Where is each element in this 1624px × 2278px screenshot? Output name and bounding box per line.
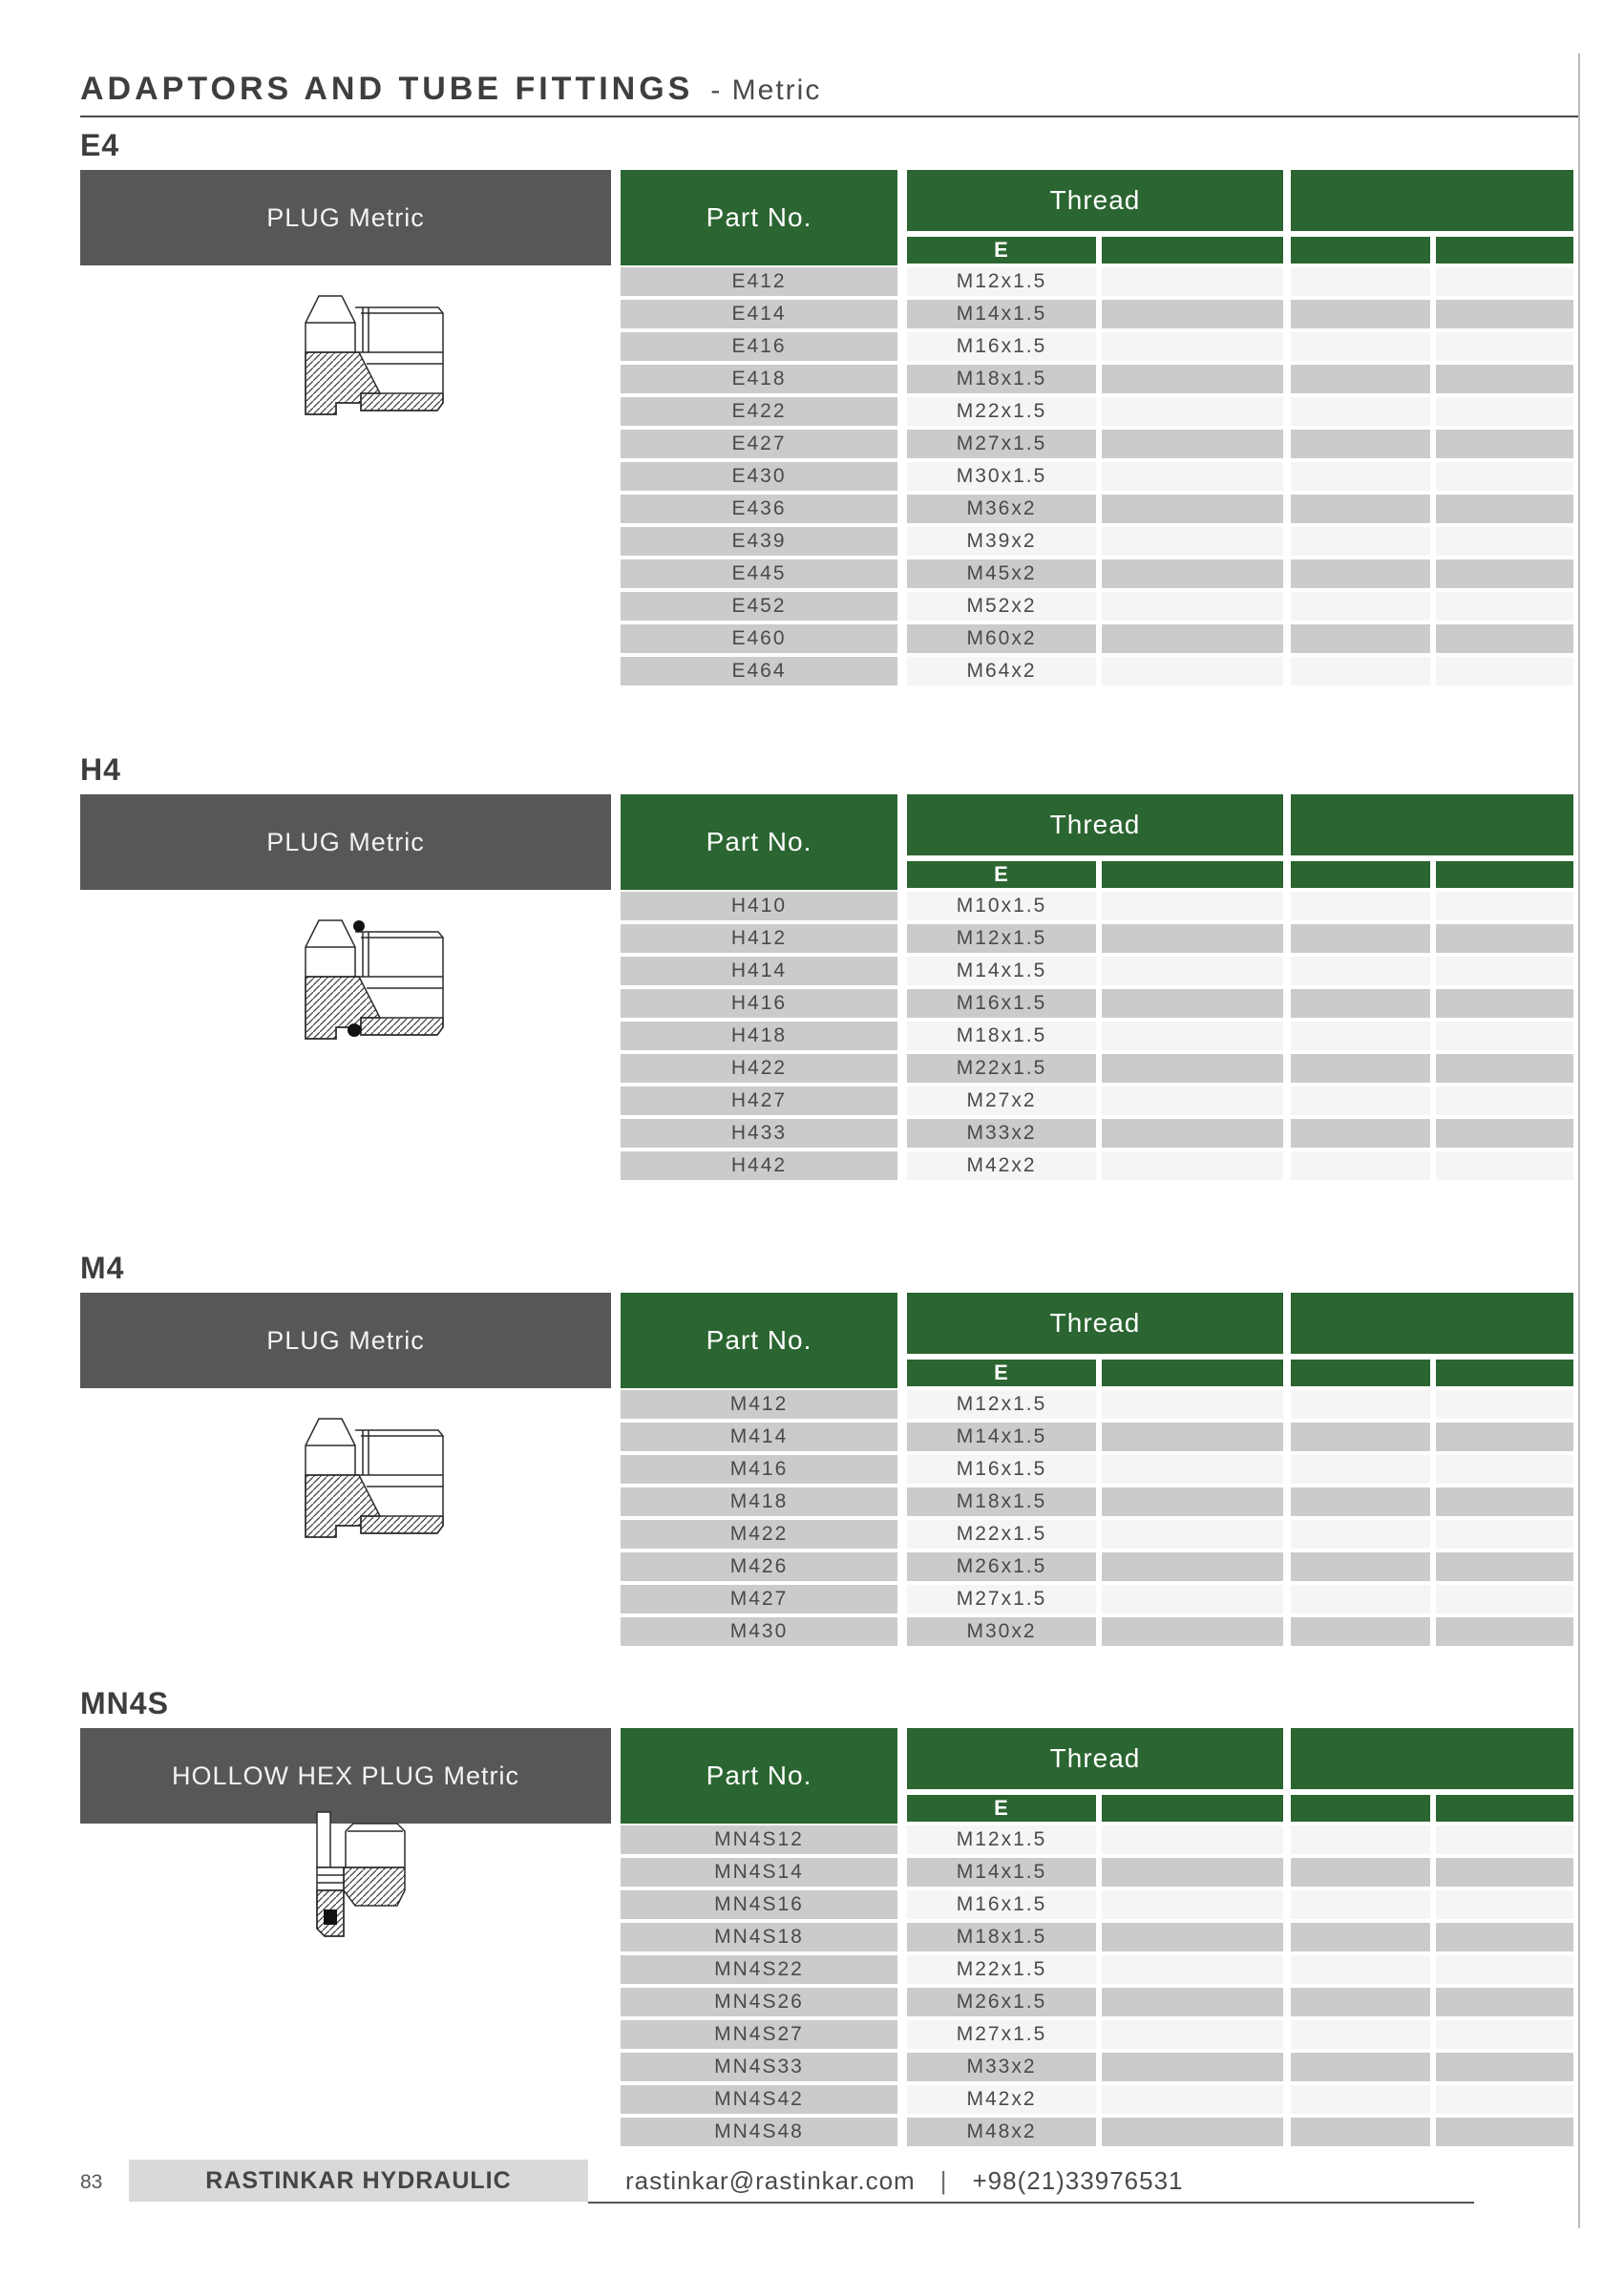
empty-cell — [1291, 1390, 1430, 1419]
part-no-cell: H418 — [621, 1022, 897, 1050]
subheader-blank — [1436, 861, 1573, 888]
thread-e-cell: M12x1.5 — [907, 267, 1096, 296]
part-no-header: Part No. — [621, 1293, 897, 1388]
empty-cell — [1291, 300, 1430, 328]
thread-e-cell: M30x2 — [907, 1617, 1096, 1646]
empty-cell — [1291, 624, 1430, 653]
thread-e-cell: M26x1.5 — [907, 1552, 1096, 1581]
empty-cell — [1102, 1455, 1283, 1484]
part-no-cell: E427 — [621, 430, 897, 458]
empty-cell — [1436, 1119, 1573, 1148]
empty-cell — [1436, 1955, 1573, 1984]
thread-e-cell: M14x1.5 — [907, 1858, 1096, 1887]
thread-e-subheader: E — [907, 1360, 1096, 1386]
empty-cell — [1102, 365, 1283, 393]
empty-cell — [1436, 924, 1573, 953]
thread-e-cell: M36x2 — [907, 495, 1096, 523]
part-no-cell: M414 — [621, 1423, 897, 1451]
thread-e-cell: M33x2 — [907, 1119, 1096, 1148]
empty-cell — [1291, 2020, 1430, 2049]
empty-cell — [1436, 495, 1573, 523]
empty-cell — [1102, 300, 1283, 328]
empty-cell — [1436, 462, 1573, 491]
part-no-cell: M426 — [621, 1552, 897, 1581]
thread-e-subheader: E — [907, 237, 1096, 264]
empty-cell — [1291, 957, 1430, 985]
thread-e-cell: M14x1.5 — [907, 957, 1096, 985]
thread-e-cell: M16x1.5 — [907, 1890, 1096, 1919]
empty-cell — [1436, 559, 1573, 588]
page-right-border — [1578, 53, 1580, 2228]
footer-phone: +98(21)33976531 — [972, 2166, 1184, 2195]
empty-cell — [1436, 1988, 1573, 2016]
empty-cell — [1436, 2020, 1573, 2049]
empty-cell — [1436, 1890, 1573, 1919]
empty-cell — [1436, 592, 1573, 621]
empty-cell — [1436, 2118, 1573, 2146]
empty-cell — [1436, 1858, 1573, 1887]
empty-cell — [1291, 989, 1430, 1018]
part-no-cell: MN4S12 — [621, 1825, 897, 1854]
part-no-cell: H442 — [621, 1151, 897, 1180]
empty-cell — [1102, 957, 1283, 985]
empty-cell — [1102, 2085, 1283, 2114]
page-title-main: ADAPTORS AND TUBE FITTINGS — [80, 71, 694, 107]
empty-cell — [1102, 559, 1283, 588]
empty-cell — [1102, 267, 1283, 296]
empty-cell — [1436, 2053, 1573, 2081]
empty-cell — [1102, 2118, 1283, 2146]
page-title — [80, 71, 821, 108]
thread-e-cell: M16x1.5 — [907, 1455, 1096, 1484]
empty-cell — [1102, 1552, 1283, 1581]
empty-cell — [1436, 1455, 1573, 1484]
part-no-cell: M416 — [621, 1455, 897, 1484]
part-no-cell: MN4S22 — [621, 1955, 897, 1984]
part-no-cell: MN4S26 — [621, 1988, 897, 2016]
subheader-blank — [1102, 1360, 1283, 1386]
part-no-cell: MN4S18 — [621, 1923, 897, 1951]
footer-email: rastinkar@rastinkar.com — [625, 2166, 916, 2195]
empty-cell — [1291, 1151, 1430, 1180]
empty-cell — [1436, 1520, 1573, 1549]
part-no-cell: E445 — [621, 559, 897, 588]
footer-separator: | — [939, 2166, 948, 2195]
thread-group-header: Thread — [907, 794, 1283, 855]
empty-cell — [1436, 365, 1573, 393]
part-no-cell: MN4S48 — [621, 2118, 897, 2146]
empty-cell — [1102, 1423, 1283, 1451]
plug-section-drawing — [300, 1403, 462, 1547]
product-label-box: HOLLOW HEX PLUG Metric — [80, 1728, 611, 1824]
empty-cell — [1291, 462, 1430, 491]
subheader-blank — [1291, 237, 1430, 264]
empty-cell — [1291, 1955, 1430, 1984]
section-heading: M4 — [80, 1251, 125, 1285]
empty-cell — [1102, 1086, 1283, 1115]
extra-group-header — [1291, 170, 1573, 231]
empty-cell — [1291, 1890, 1430, 1919]
empty-cell — [1291, 1119, 1430, 1148]
empty-cell — [1102, 989, 1283, 1018]
thread-e-cell: M42x2 — [907, 1151, 1096, 1180]
thread-e-subheader: E — [907, 1795, 1096, 1822]
part-no-cell: E436 — [621, 495, 897, 523]
empty-cell — [1102, 462, 1283, 491]
empty-cell — [1102, 332, 1283, 361]
thread-e-cell: M22x1.5 — [907, 1054, 1096, 1083]
thread-e-cell: M39x2 — [907, 527, 1096, 556]
empty-cell — [1102, 430, 1283, 458]
empty-cell — [1291, 924, 1430, 953]
part-no-header: Part No. — [621, 1728, 897, 1824]
thread-e-cell: M18x1.5 — [907, 1487, 1096, 1516]
empty-cell — [1102, 1585, 1283, 1614]
empty-cell — [1291, 1923, 1430, 1951]
empty-cell — [1291, 2085, 1430, 2114]
empty-cell — [1291, 1988, 1430, 2016]
empty-cell — [1102, 657, 1283, 686]
part-no-cell: E439 — [621, 527, 897, 556]
thread-e-cell: M48x2 — [907, 2118, 1096, 2146]
empty-cell — [1291, 559, 1430, 588]
page-title-subtitle: - Metric — [710, 74, 822, 106]
part-no-cell: M427 — [621, 1585, 897, 1614]
empty-cell — [1436, 332, 1573, 361]
part-no-cell: H422 — [621, 1054, 897, 1083]
part-no-cell: M412 — [621, 1390, 897, 1419]
part-no-cell: E430 — [621, 462, 897, 491]
part-no-cell: M422 — [621, 1520, 897, 1549]
part-no-cell: MN4S42 — [621, 2085, 897, 2114]
thread-e-cell: M14x1.5 — [907, 1423, 1096, 1451]
empty-cell — [1291, 2053, 1430, 2081]
empty-cell — [1291, 1423, 1430, 1451]
footer-brand-badge: RASTINKAR HYDRAULIC — [129, 2160, 588, 2202]
empty-cell — [1436, 989, 1573, 1018]
part-no-header: Part No. — [621, 794, 897, 890]
thread-group-header: Thread — [907, 1728, 1283, 1789]
empty-cell — [1436, 527, 1573, 556]
empty-cell — [1102, 1923, 1283, 1951]
part-no-cell: H433 — [621, 1119, 897, 1148]
thread-e-cell: M64x2 — [907, 657, 1096, 686]
subheader-blank — [1102, 237, 1283, 264]
empty-cell — [1102, 1520, 1283, 1549]
empty-cell — [1102, 1825, 1283, 1854]
extra-group-header — [1291, 1293, 1573, 1354]
thread-e-cell: M12x1.5 — [907, 1390, 1096, 1419]
footer-page-number: 83 — [80, 2171, 103, 2193]
thread-e-cell: M30x1.5 — [907, 462, 1096, 491]
product-label-box: PLUG Metric — [80, 794, 611, 890]
subheader-blank — [1102, 861, 1283, 888]
empty-cell — [1291, 332, 1430, 361]
empty-cell — [1102, 527, 1283, 556]
empty-cell — [1436, 892, 1573, 920]
thread-e-cell: M60x2 — [907, 624, 1096, 653]
footer-contact — [625, 2160, 1184, 2202]
empty-cell — [1291, 1520, 1430, 1549]
empty-cell — [1102, 2053, 1283, 2081]
empty-cell — [1291, 1552, 1430, 1581]
part-no-cell: H414 — [621, 957, 897, 985]
empty-cell — [1291, 1617, 1430, 1646]
empty-cell — [1102, 924, 1283, 953]
empty-cell — [1291, 1585, 1430, 1614]
section-heading: H4 — [80, 752, 121, 787]
empty-cell — [1436, 430, 1573, 458]
part-no-cell: MN4S27 — [621, 2020, 897, 2049]
empty-cell — [1291, 527, 1430, 556]
empty-cell — [1291, 495, 1430, 523]
empty-cell — [1436, 957, 1573, 985]
thread-e-cell: M45x2 — [907, 559, 1096, 588]
empty-cell — [1436, 1022, 1573, 1050]
empty-cell — [1102, 2020, 1283, 2049]
empty-cell — [1102, 397, 1283, 426]
empty-cell — [1102, 1119, 1283, 1148]
part-no-cell: M430 — [621, 1617, 897, 1646]
thread-e-cell: M16x1.5 — [907, 989, 1096, 1018]
part-no-cell: MN4S14 — [621, 1858, 897, 1887]
product-label-box: PLUG Metric — [80, 170, 611, 265]
thread-e-cell: M27x2 — [907, 1086, 1096, 1115]
empty-cell — [1291, 430, 1430, 458]
subheader-blank — [1291, 1360, 1430, 1386]
empty-cell — [1291, 1825, 1430, 1854]
empty-cell — [1102, 1022, 1283, 1050]
thread-e-cell: M26x1.5 — [907, 1988, 1096, 2016]
empty-cell — [1436, 1552, 1573, 1581]
thread-e-cell: M12x1.5 — [907, 924, 1096, 953]
empty-cell — [1291, 1086, 1430, 1115]
hollow-hex-plug-section-drawing — [309, 1810, 424, 1953]
thread-e-cell: M42x2 — [907, 2085, 1096, 2114]
subheader-blank — [1102, 1795, 1283, 1822]
plug-section-drawing — [300, 281, 462, 424]
part-no-header: Part No. — [621, 170, 897, 265]
empty-cell — [1291, 2118, 1430, 2146]
thread-e-cell: M18x1.5 — [907, 1022, 1096, 1050]
empty-cell — [1436, 657, 1573, 686]
empty-cell — [1102, 624, 1283, 653]
thread-e-cell: M14x1.5 — [907, 300, 1096, 328]
part-no-cell: H416 — [621, 989, 897, 1018]
extra-group-header — [1291, 794, 1573, 855]
section-heading: E4 — [80, 128, 120, 162]
empty-cell — [1436, 1390, 1573, 1419]
thread-e-cell: M27x1.5 — [907, 430, 1096, 458]
part-no-cell: H410 — [621, 892, 897, 920]
empty-cell — [1436, 1086, 1573, 1115]
empty-cell — [1291, 397, 1430, 426]
empty-cell — [1436, 1923, 1573, 1951]
empty-cell — [1102, 1955, 1283, 1984]
empty-cell — [1291, 365, 1430, 393]
subheader-blank — [1436, 237, 1573, 264]
empty-cell — [1436, 1487, 1573, 1516]
thread-e-cell: M18x1.5 — [907, 365, 1096, 393]
subheader-blank — [1436, 1795, 1573, 1822]
empty-cell — [1102, 1890, 1283, 1919]
empty-cell — [1291, 892, 1430, 920]
empty-cell — [1102, 1390, 1283, 1419]
empty-cell — [1102, 1988, 1283, 2016]
empty-cell — [1291, 657, 1430, 686]
empty-cell — [1291, 1022, 1430, 1050]
empty-cell — [1291, 1054, 1430, 1083]
empty-cell — [1436, 397, 1573, 426]
thread-e-cell: M22x1.5 — [907, 397, 1096, 426]
thread-group-header: Thread — [907, 170, 1283, 231]
product-label-box: PLUG Metric — [80, 1293, 611, 1388]
part-no-cell: E414 — [621, 300, 897, 328]
thread-e-cell: M12x1.5 — [907, 1825, 1096, 1854]
empty-cell — [1102, 1151, 1283, 1180]
thread-e-cell: M27x1.5 — [907, 1585, 1096, 1614]
thread-e-cell: M52x2 — [907, 592, 1096, 621]
empty-cell — [1436, 2085, 1573, 2114]
thread-e-cell: M22x1.5 — [907, 1520, 1096, 1549]
empty-cell — [1436, 267, 1573, 296]
empty-cell — [1291, 1487, 1430, 1516]
part-no-cell: H412 — [621, 924, 897, 953]
thread-e-cell: M27x1.5 — [907, 2020, 1096, 2049]
subheader-blank — [1291, 1795, 1430, 1822]
thread-group-header: Thread — [907, 1293, 1283, 1354]
empty-cell — [1436, 300, 1573, 328]
empty-cell — [1291, 1455, 1430, 1484]
empty-cell — [1436, 624, 1573, 653]
empty-cell — [1291, 267, 1430, 296]
empty-cell — [1436, 1054, 1573, 1083]
extra-group-header — [1291, 1728, 1573, 1789]
thread-e-cell: M22x1.5 — [907, 1955, 1096, 1984]
thread-e-cell: M16x1.5 — [907, 332, 1096, 361]
part-no-cell: E416 — [621, 332, 897, 361]
empty-cell — [1102, 1858, 1283, 1887]
empty-cell — [1102, 1487, 1283, 1516]
thread-e-cell: M33x2 — [907, 2053, 1096, 2081]
footer-underline — [588, 2202, 1474, 2204]
subheader-blank — [1436, 1360, 1573, 1386]
part-no-cell: E422 — [621, 397, 897, 426]
empty-cell — [1102, 592, 1283, 621]
empty-cell — [1102, 1054, 1283, 1083]
part-no-cell: E418 — [621, 365, 897, 393]
empty-cell — [1291, 1858, 1430, 1887]
subheader-blank — [1291, 861, 1430, 888]
part-no-cell: MN4S16 — [621, 1890, 897, 1919]
empty-cell — [1436, 1585, 1573, 1614]
empty-cell — [1436, 1423, 1573, 1451]
part-no-cell: MN4S33 — [621, 2053, 897, 2081]
part-no-cell: H427 — [621, 1086, 897, 1115]
part-no-cell: E412 — [621, 267, 897, 296]
part-no-cell: M418 — [621, 1487, 897, 1516]
empty-cell — [1436, 1151, 1573, 1180]
empty-cell — [1102, 892, 1283, 920]
part-no-cell: E464 — [621, 657, 897, 686]
thread-e-cell: M10x1.5 — [907, 892, 1096, 920]
section-heading: MN4S — [80, 1686, 169, 1720]
empty-cell — [1102, 495, 1283, 523]
empty-cell — [1291, 592, 1430, 621]
plug-oring-section-drawing — [300, 905, 462, 1048]
thread-e-subheader: E — [907, 861, 1096, 888]
part-no-cell: E452 — [621, 592, 897, 621]
thread-e-cell: M18x1.5 — [907, 1923, 1096, 1951]
empty-cell — [1436, 1825, 1573, 1854]
empty-cell — [1102, 1617, 1283, 1646]
part-no-cell: E460 — [621, 624, 897, 653]
title-underline — [80, 116, 1579, 117]
empty-cell — [1436, 1617, 1573, 1646]
